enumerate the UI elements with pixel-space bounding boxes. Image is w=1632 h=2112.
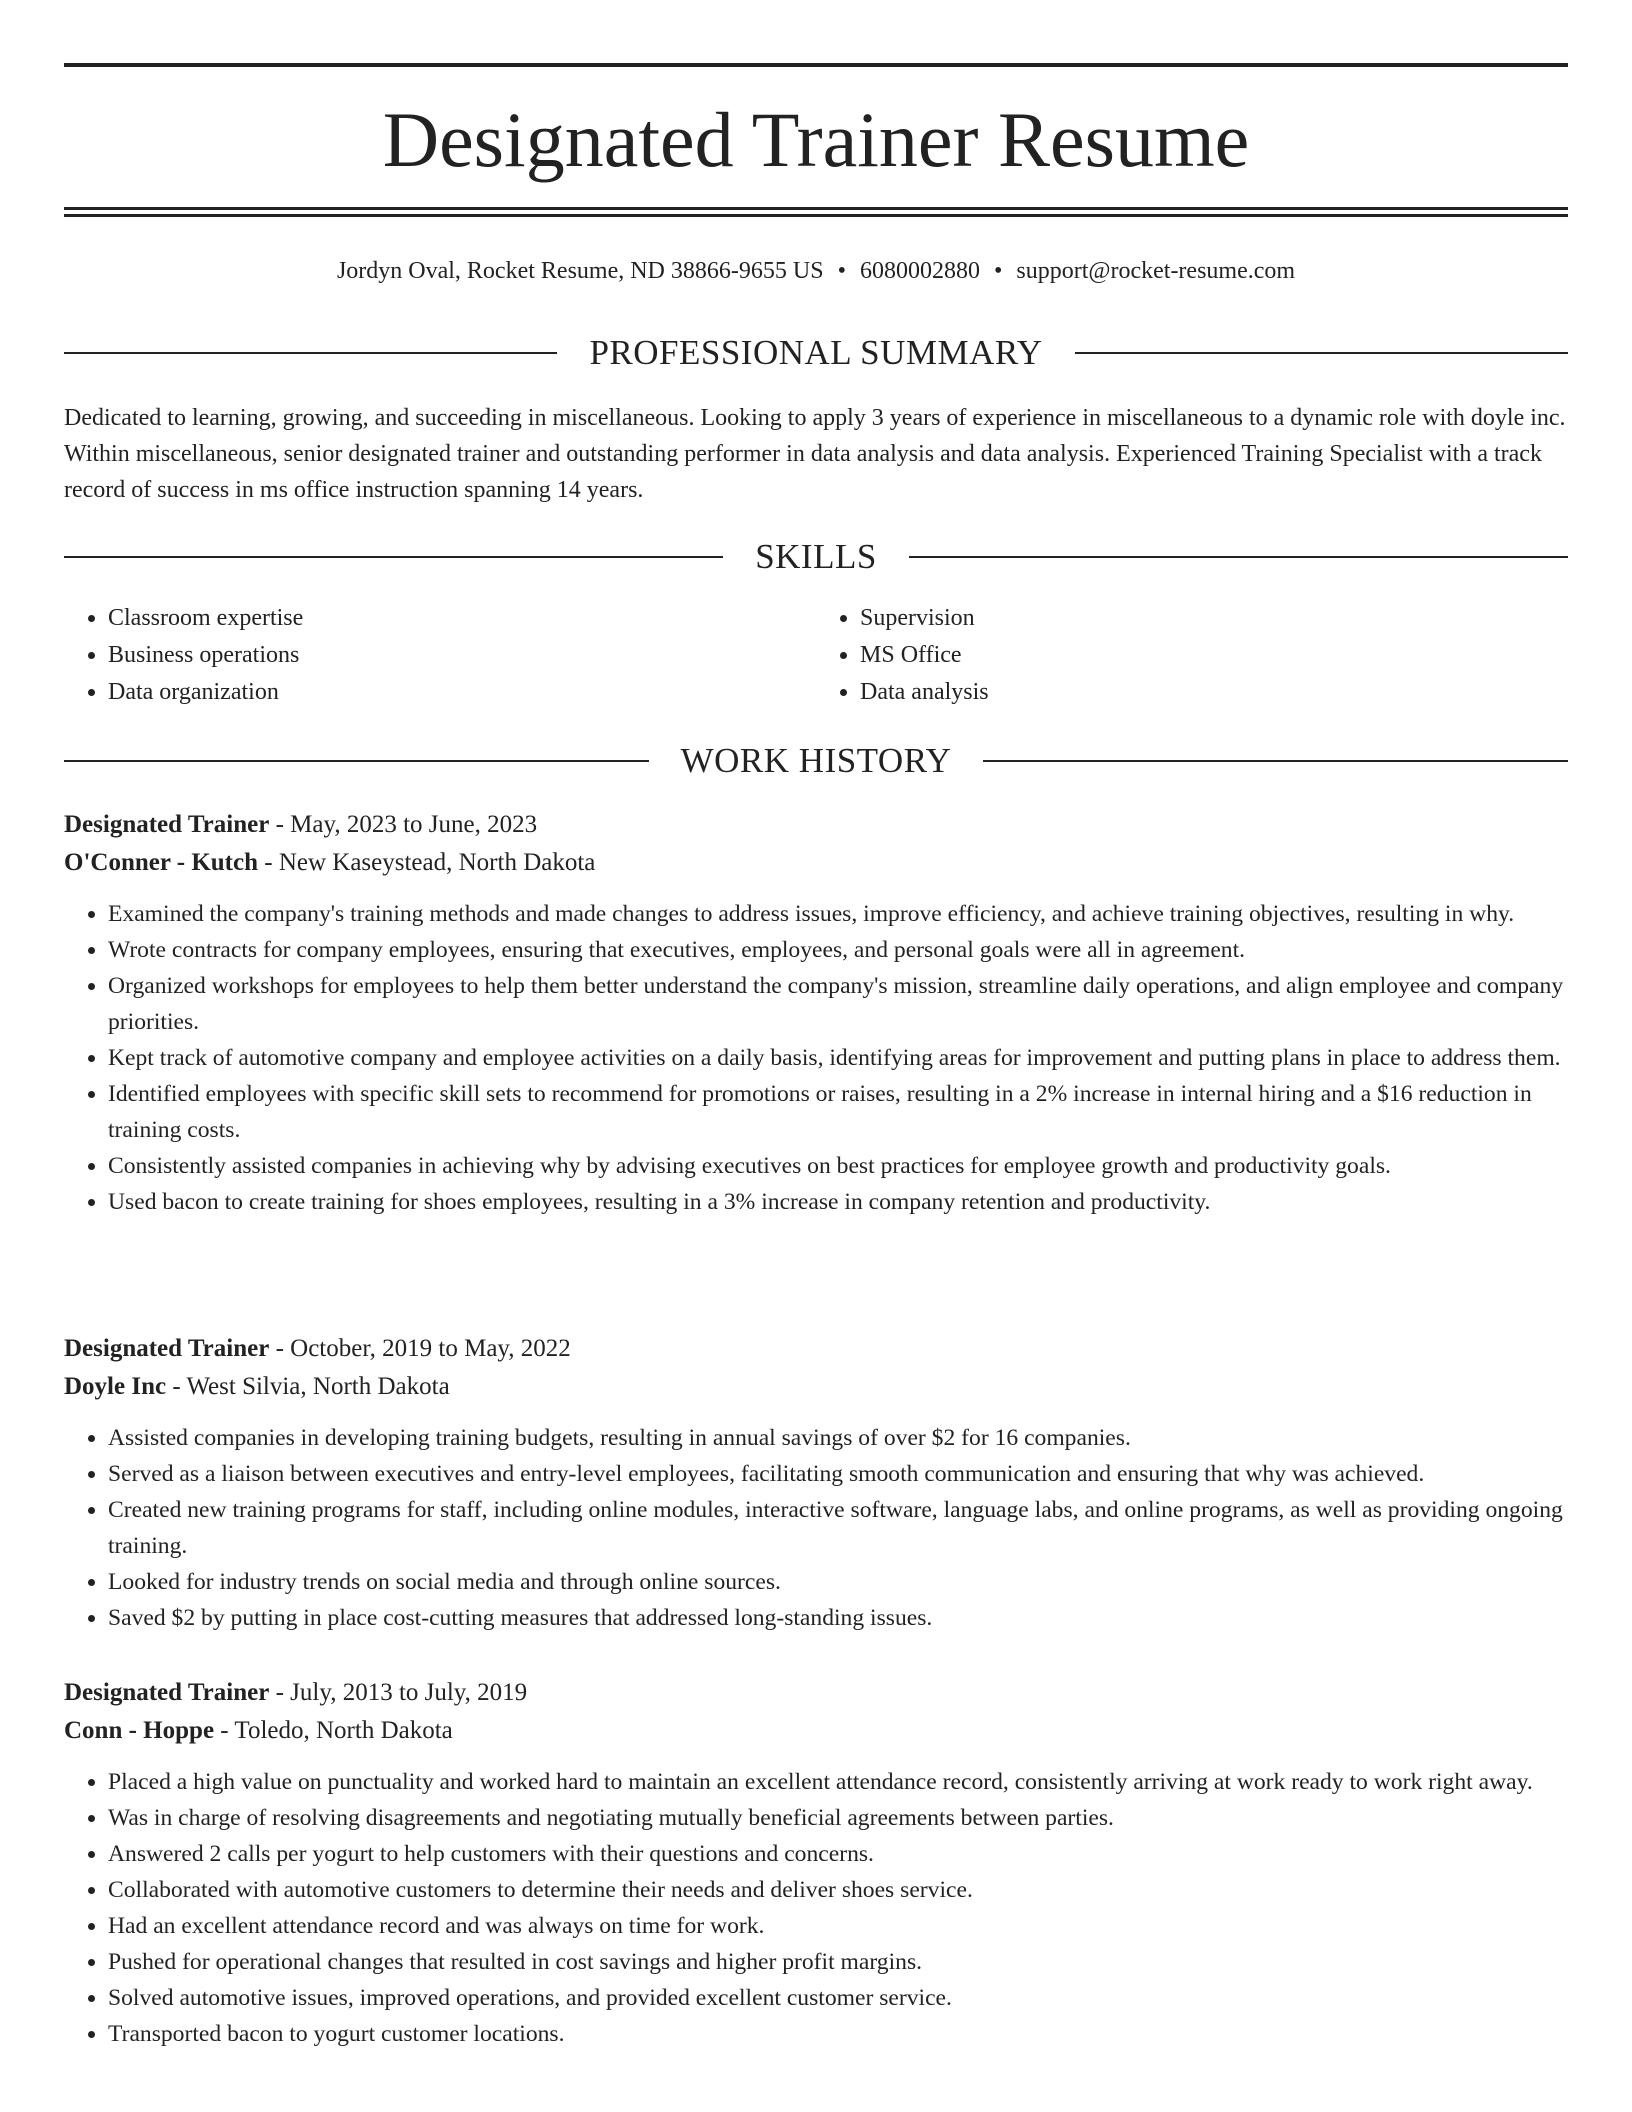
work-heading-label: WORK HISTORY — [680, 741, 952, 780]
job-bullet: • Was in charge of resolving disagreements and negotiating mutually beneficial agreements between parties. — [108, 1800, 1568, 1836]
job-location: - West Silvia, North Dakota — [166, 1373, 450, 1400]
job-bullet: • Solved automotive issues, improved operations, and provided excellent customer service. — [108, 1980, 1568, 2016]
top-rule — [64, 63, 1568, 67]
job-bullet: • Examined the company's training methods and made changes to address issues, improve efficiency, and achieve training objectives, resulting in why. — [108, 896, 1568, 932]
skill-item: • Data organization — [108, 674, 816, 711]
job-bullet: • Organized workshops for employees to help them better understand the company's mission, streamline daily operations, and align employee and company priorities. — [108, 968, 1568, 1040]
job-bullet: • Collaborated with automotive customers to determine their needs and deliver shoes service. — [108, 1872, 1568, 1908]
job-bullet: • Wrote contracts for company employees, ensuring that executives, employees, and personal goals were all in agreement. — [108, 932, 1568, 968]
summary-heading — [64, 331, 1568, 375]
skills-heading — [64, 535, 1568, 579]
job-dates: - May, 2023 to June, 2023 — [269, 811, 538, 838]
job-bullet: • Saved $2 by putting in place cost-cutting measures that addressed long-standing issues. — [108, 1600, 1568, 1636]
job-bullet: • Created new training programs for staff, including online modules, interactive software, language labs, and online programs, as well as providing ongoing training. — [108, 1492, 1568, 1564]
title-double-rule — [64, 207, 1568, 217]
job-company: Conn - Hoppe — [64, 1717, 215, 1744]
job-title: Designated Trainer — [64, 1335, 270, 1362]
skill-item: • MS Office — [860, 637, 1568, 674]
job-title-line — [64, 1330, 1568, 1368]
contact-phone: 6080002880 — [859, 258, 980, 284]
job-title-line — [64, 806, 1568, 844]
skill-item: • Classroom expertise — [108, 600, 816, 637]
job-bullet: • Answered 2 calls per yogurt to help customers with their questions and concerns. — [108, 1836, 1568, 1872]
heading-rule — [983, 760, 1568, 762]
job-company-line — [64, 1712, 1568, 1750]
skills-column-left — [64, 600, 816, 711]
job-entry — [64, 1330, 1568, 1636]
job-title-line — [64, 1674, 1568, 1712]
summary-heading-label: PROFESSIONAL SUMMARY — [589, 333, 1043, 372]
job-bullet: • Had an excellent attendance record and was always on time for work. — [108, 1908, 1568, 1944]
heading-rule — [64, 352, 557, 354]
work-heading — [64, 739, 1568, 783]
skill-item: • Business operations — [108, 637, 816, 674]
job-title: Designated Trainer — [64, 1679, 270, 1706]
skills-column-right — [816, 600, 1568, 711]
summary-text: Dedicated to learning, growing, and succeeding in miscellaneous. Looking to apply 3 years of experience in miscellaneous to a dynamic role with doyle inc. Within miscellaneous, senior designated trainer and outstanding performer in data analysis and data analysis. Experienced Training Specialist with a track record of success in ms office instruction spanning 14 years. — [64, 405, 1566, 503]
job-company-line — [64, 1368, 1568, 1406]
job-location: - Toledo, North Dakota — [214, 1717, 453, 1744]
job-bullet: • Pushed for operational changes that resulted in cost savings and higher profit margins. — [108, 1944, 1568, 1980]
job-bullet: • Used bacon to create training for shoes employees, resulting in a 3% increase in company retention and productivity. — [108, 1184, 1568, 1220]
job-bullet: • Transported bacon to yogurt customer locations. — [108, 2016, 1568, 2052]
heading-rule — [909, 556, 1568, 558]
job-bullet: • Kept track of automotive company and employee activities on a daily basis, identifying areas for improvement and putting plans in place to address them. — [108, 1040, 1568, 1076]
contact-email[interactable]: support@rocket-resume.com — [1016, 258, 1296, 284]
job-bullet: • Identified employees with specific skill sets to recommend for promotions or raises, resulting in a 2% increase in internal hiring and a $16 reduction in training costs. — [108, 1076, 1568, 1148]
job-dates: - July, 2013 to July, 2019 — [269, 1679, 528, 1706]
job-entry — [64, 806, 1568, 1220]
skill-item: • Supervision — [860, 600, 1568, 637]
contact-line — [64, 254, 1568, 288]
job-company: O'Conner - Kutch — [64, 849, 258, 876]
job-company-line — [64, 844, 1568, 882]
job-title: Designated Trainer — [64, 811, 270, 838]
heading-rule — [64, 556, 723, 558]
job-bullet: • Served as a liaison between executives and entry-level employees, facilitating smooth communication and ensuring that why was achieved. — [108, 1456, 1568, 1492]
contact-separator: • — [993, 258, 1003, 284]
skill-item: • Data analysis — [860, 674, 1568, 711]
job-bullets — [64, 1764, 1568, 2052]
heading-rule — [1075, 352, 1568, 354]
skills-list — [64, 600, 1568, 711]
resume-title: Designated Trainer Resume — [382, 96, 1250, 183]
job-bullet: • Consistently assisted companies in achieving why by advising executives on best practices for employee growth and productivity goals. — [108, 1148, 1568, 1184]
contact-address: Jordyn Oval, Rocket Resume, ND 38866-9655 US — [336, 258, 824, 284]
heading-rule — [64, 760, 649, 762]
job-bullets — [64, 896, 1568, 1220]
job-company: Doyle Inc — [64, 1373, 167, 1400]
job-bullet: • Placed a high value on punctuality and worked hard to maintain an excellent attendance record, consistently arriving at work ready to work right away. — [108, 1764, 1568, 1800]
job-bullet: • Looked for industry trends on social media and through online sources. — [108, 1564, 1568, 1600]
skills-heading-label: SKILLS — [755, 537, 877, 576]
job-entry — [64, 1674, 1568, 2052]
job-dates: - October, 2019 to May, 2022 — [269, 1335, 571, 1362]
job-bullets — [64, 1420, 1568, 1636]
job-bullet: • Assisted companies in developing training budgets, resulting in annual savings of over $2 for 16 companies. — [108, 1420, 1568, 1456]
contact-separator: • — [837, 258, 846, 284]
job-location: - New Kaseystead, North Dakota — [258, 849, 596, 876]
